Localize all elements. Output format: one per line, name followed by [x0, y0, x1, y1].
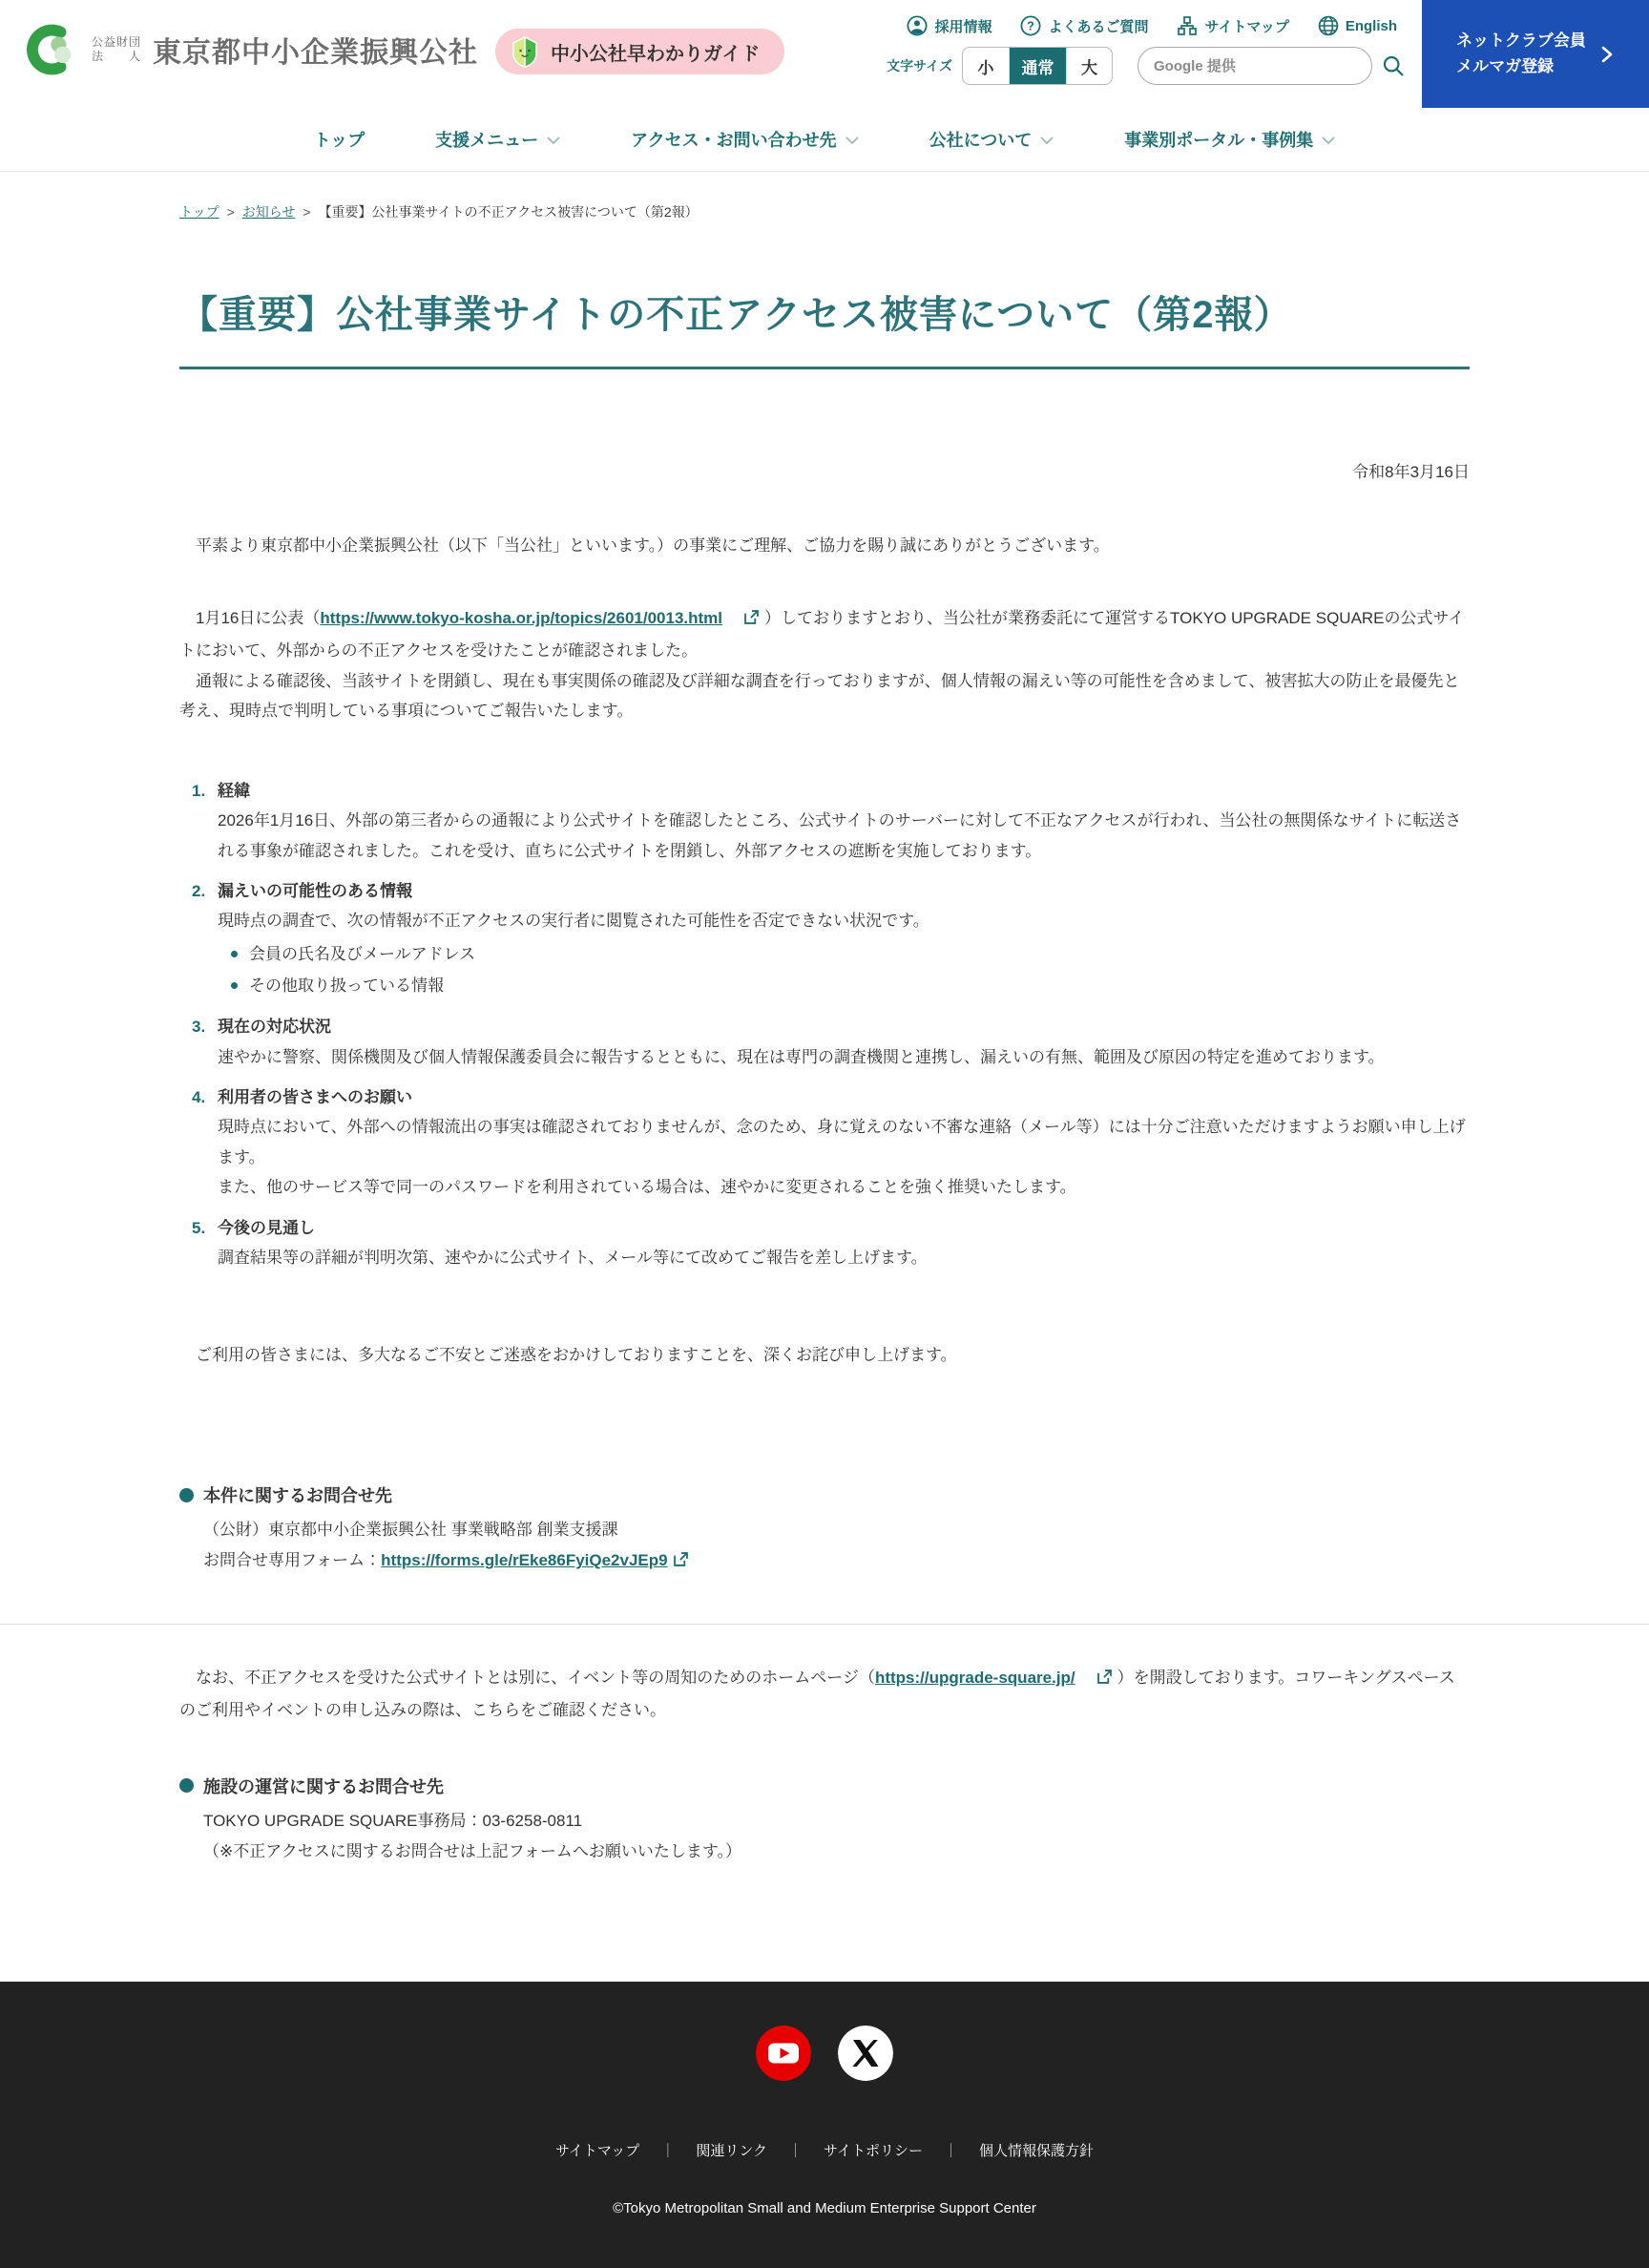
question-icon [1020, 15, 1041, 36]
page-title: 【重要】公社事業サイトの不正アクセス被害について（第2報） [179, 271, 1470, 369]
svg-text:?: ? [1027, 19, 1035, 33]
footer-link-separator: ｜ [788, 2143, 804, 2160]
beginner-mark-icon [511, 35, 539, 68]
section-list [179, 776, 1470, 1273]
section-body: 2026年1月16日、外部の第三者からの通報により公式サイトを確認したところ、公式サイトのサーバーに対して不正なアクセスが行われ、当公社の無関係なサイトに転送される事象が確認されました。これを受け、直ちに公式サイトを閉鎖し、外部アクセスの遮断を実施しております。 [218, 811, 1462, 860]
chevron-right-icon [1599, 43, 1615, 66]
paragraph-announcement: 1月16日に公表（https://www.tokyo-kosha.or.jp/topics/2601/0013.html ）しておりますとおり、当公社が業務委託にて運営するTOKYO UPGRADE SQUAREの公式サイトにおいて、外部からの不正アクセスを受けたことが確認されました。 [179, 603, 1470, 666]
bullet-dot [179, 1778, 194, 1793]
search-input[interactable] [1138, 47, 1372, 85]
footer-link-sitemap[interactable]: サイトマップ [554, 2143, 640, 2160]
external-link-icon [1079, 1666, 1114, 1695]
x-icon[interactable] [838, 2026, 893, 2081]
breadcrumb-separator: > [303, 204, 311, 220]
footer-link-privacy[interactable]: 個人情報保護方針 [979, 2143, 1095, 2160]
sitemap-link[interactable]: サイトマップ [1177, 15, 1288, 36]
breadcrumb-current: 【重要】公社事業サイトの不正アクセス被害について（第2報） [318, 204, 699, 220]
contact-form-line: お問合せ専用フォーム：https://forms.gle/rEke86FyiQe2vJEp9 [203, 1545, 1470, 1579]
section-2-leak-info: 2. 漏えいの可能性のある情報 現時点の調査で、次の情報が不正アクセスの実行者に閲覧された可能性を否定できない状況です。 会員の氏名及びメールアドレス その他取り扱っている情報 [179, 876, 1470, 1001]
quick-guide-button[interactable] [495, 29, 784, 74]
section-divider [0, 1624, 1649, 1625]
sitemap-icon [1177, 15, 1198, 36]
chevron-down-icon [845, 136, 859, 145]
nav-item-portal-cases[interactable]: 事業別ポータル・事例集 [1124, 127, 1335, 152]
section-body: 現時点において、外部への情報流出の事実は確認されておりませんが、念のため、身に覚えのない不審な連絡（メール等）には十分ご注意いただけますようお願い申し上げます。 [218, 1118, 1466, 1166]
upgrade-square-link[interactable]: https://upgrade-square.jp/ [874, 1668, 1075, 1687]
footer-link-separator: ｜ [944, 2143, 959, 2160]
footer-link-related[interactable]: 関連リンク [696, 2143, 768, 2160]
topics-link[interactable]: https://www.tokyo-kosha.or.jp/topics/2601/0013.html [320, 608, 723, 627]
globe-icon [1318, 15, 1339, 36]
chevron-down-icon [547, 136, 560, 145]
contact-org-line: （公財）東京都中小企業振興公社 事業戦略部 創業支援課 [203, 1521, 618, 1540]
section-1-keii: 1. 経緯 2026年1月16日、外部の第三者からの通報により公式サイトを確認したところ、公式サイトのサーバーに対して不正なアクセスが行われ、当公社の無関係なサイトに転送される事象が確認されました。これを受け、直ちに公式サイトを閉鎖し、外部アクセスの遮断を実施しております。 [179, 776, 1470, 866]
bullet-dot [179, 1488, 194, 1502]
site-header [0, 0, 1649, 108]
netclub-mailmag-button[interactable] [1422, 0, 1649, 108]
nav-item-support-menu[interactable]: 支援メニュー [435, 127, 560, 152]
font-size-control [962, 47, 1113, 85]
site-search [1138, 47, 1405, 85]
nav-item-about[interactable]: 公社について [929, 127, 1054, 152]
breadcrumb-separator: > [226, 204, 235, 220]
main-nav [0, 108, 1649, 172]
breadcrumb-home-link[interactable]: トップ [179, 204, 219, 220]
contact-heading: 施設の運営に関するお問合せ先 [179, 1774, 1470, 1798]
paragraph-apology: ご利用の皆さまには、多大なるご不安とご迷惑をおかけしておりますことを、深くお詫び申し上げます。 [196, 1345, 957, 1364]
font-size-small-button[interactable]: 小 [977, 58, 994, 77]
list-item: その他取り扱っている情報 [231, 970, 1470, 1001]
bullet-dot [231, 982, 238, 989]
font-size-normal-button[interactable]: 通常 [1009, 48, 1066, 84]
paragraph-greeting: 平素より東京都中小企業振興公社（以下「当公社」といいます。）の事業にご理解、ご協力を賜り誠にありがとうございます。 [196, 536, 1110, 556]
nav-item-top[interactable]: トップ [313, 131, 365, 150]
breadcrumb [179, 202, 1470, 221]
org-type-label: 公益財団 法 人 [92, 35, 142, 63]
header-tools [887, 47, 1405, 85]
chevron-down-icon [1322, 136, 1335, 145]
nav-item-access-contact[interactable]: アクセス・お問い合わせ先 [631, 127, 858, 152]
section-heading: 現在の対応状況 [218, 1018, 331, 1037]
paragraph-response: 通報による確認後、当該サイトを閉鎖し、現在も事実関係の確認及び詳細な調査を行っておりますが、個人情報の漏えい等の可能性を含めまして、被害拡大の防止を最優先と考え、現時点で判明している事項についてご報告いたします。 [179, 671, 1460, 721]
external-link-icon [726, 606, 761, 636]
org-name: 東京都中小企業振興公社 [153, 37, 478, 69]
section-3-current-response: 3. 現在の対応状況 速やかに警察、関係機関及び個人情報保護委員会に報告するとともに、現在は専門の調査機関と連携し、漏えいの有無、範囲及び原因の特定を進めております。 [179, 1012, 1470, 1072]
person-icon [907, 15, 928, 36]
contact-heading: 本件に関するお問合せ先 [179, 1482, 1470, 1507]
site-footer [0, 1982, 1649, 2268]
section-heading: 今後の見通し [218, 1218, 315, 1237]
english-link[interactable]: English [1318, 15, 1397, 36]
site-logo[interactable] [27, 23, 478, 76]
section-heading: 漏えいの可能性のある情報 [218, 881, 412, 900]
paragraph-alt-site: なお、不正アクセスを受けた公式サイトとは別に、イベント等の周知のためのホームページ（https://upgrade-square.jp/ ）を開設しております。コワーキングスペースのご利用やイベントの申し込みの際は、こちらをご確認ください。 [179, 1663, 1470, 1726]
footer-link-policy[interactable]: サイトポリシー [824, 2143, 923, 2160]
section-body: 調査結果等の詳細が判明次第、速やかに公式サイト、メール等にて改めてご報告を差し上げます。 [218, 1249, 928, 1268]
external-link-icon [672, 1548, 690, 1579]
contact-block-facility [179, 1774, 1470, 1868]
section-body: また、他のサービス等で同一のパスワードを利用されている場合は、速やかに変更されることを強く推奨いたします。 [218, 1178, 1076, 1197]
section-5-outlook: 5. 今後の見通し 調査結果等の詳細が判明次第、速やかに公式サイト、メール等にて改めてご報告を差し上げます。 [179, 1213, 1470, 1273]
section-body: 現時点の調査で、次の情報が不正アクセスの実行者に閲覧された可能性を否定できない状況です。 [218, 912, 929, 931]
recruit-link[interactable]: 採用情報 [907, 15, 991, 36]
font-size-label: 文字サイズ [887, 58, 952, 74]
copyright: ©Tokyo Metropolitan Small and Medium Enterprise Support Center [613, 2200, 1036, 2217]
contact-block-incident [179, 1482, 1470, 1580]
footer-links [0, 2140, 1649, 2160]
footer-link-separator: ｜ [660, 2143, 676, 2160]
leak-bullet-list [218, 938, 1470, 1001]
facility-phone-line: TOKYO UPGRADE SQUARE事務局：03-6258-0811 [203, 1811, 583, 1830]
cta-line1: ネットクラブ会員 [1456, 32, 1586, 51]
social-links [0, 2026, 1649, 2081]
breadcrumb-news-link[interactable]: お知らせ [241, 204, 296, 220]
section-heading: 利用者の皆さまへのお願い [218, 1087, 412, 1106]
list-item: 会員の氏名及びメールアドレス [231, 938, 1470, 970]
facility-note-line: （※不正アクセスに関するお問合せは上記フォームへお願いいたします。） [203, 1841, 742, 1860]
quick-guide-label: 中小公社早わかりガイド [551, 43, 761, 65]
logo-mark-icon [27, 23, 80, 76]
chevron-down-icon [1040, 136, 1054, 145]
bullet-dot [231, 951, 238, 957]
article-date: 令和8年3月16日 [1352, 463, 1470, 481]
search-icon[interactable] [1382, 54, 1405, 77]
contact-form-link[interactable]: https://forms.gle/rEke86FyiQe2vJEp9 [381, 1551, 668, 1570]
section-body: 速やかに警察、関係機関及び個人情報保護委員会に報告するとともに、現在は専門の調査機関と連携し、漏えいの有無、範囲及び原因の特定を進めております。 [218, 1047, 1385, 1066]
section-heading: 経緯 [218, 781, 250, 800]
section-4-user-request: 4. 利用者の皆さまへのお願い 現時点において、外部への情報流出の事実は確認されておりませんが、念のため、身に覚えのない不審な連絡（メール等）には十分ご注意いただけますようお願い申し上げます。 また、他のサービス等で同一のパスワードを利用されている場合は、速やかに変更されることを強く推奨いたします。 [179, 1082, 1470, 1203]
youtube-icon[interactable] [756, 2026, 811, 2081]
faq-link[interactable]: ? よくあるご質問 [1020, 15, 1148, 36]
font-size-large-button[interactable]: 大 [1066, 48, 1112, 84]
utility-nav [907, 15, 1397, 36]
cta-line2: メルマガ登録 [1456, 56, 1555, 75]
